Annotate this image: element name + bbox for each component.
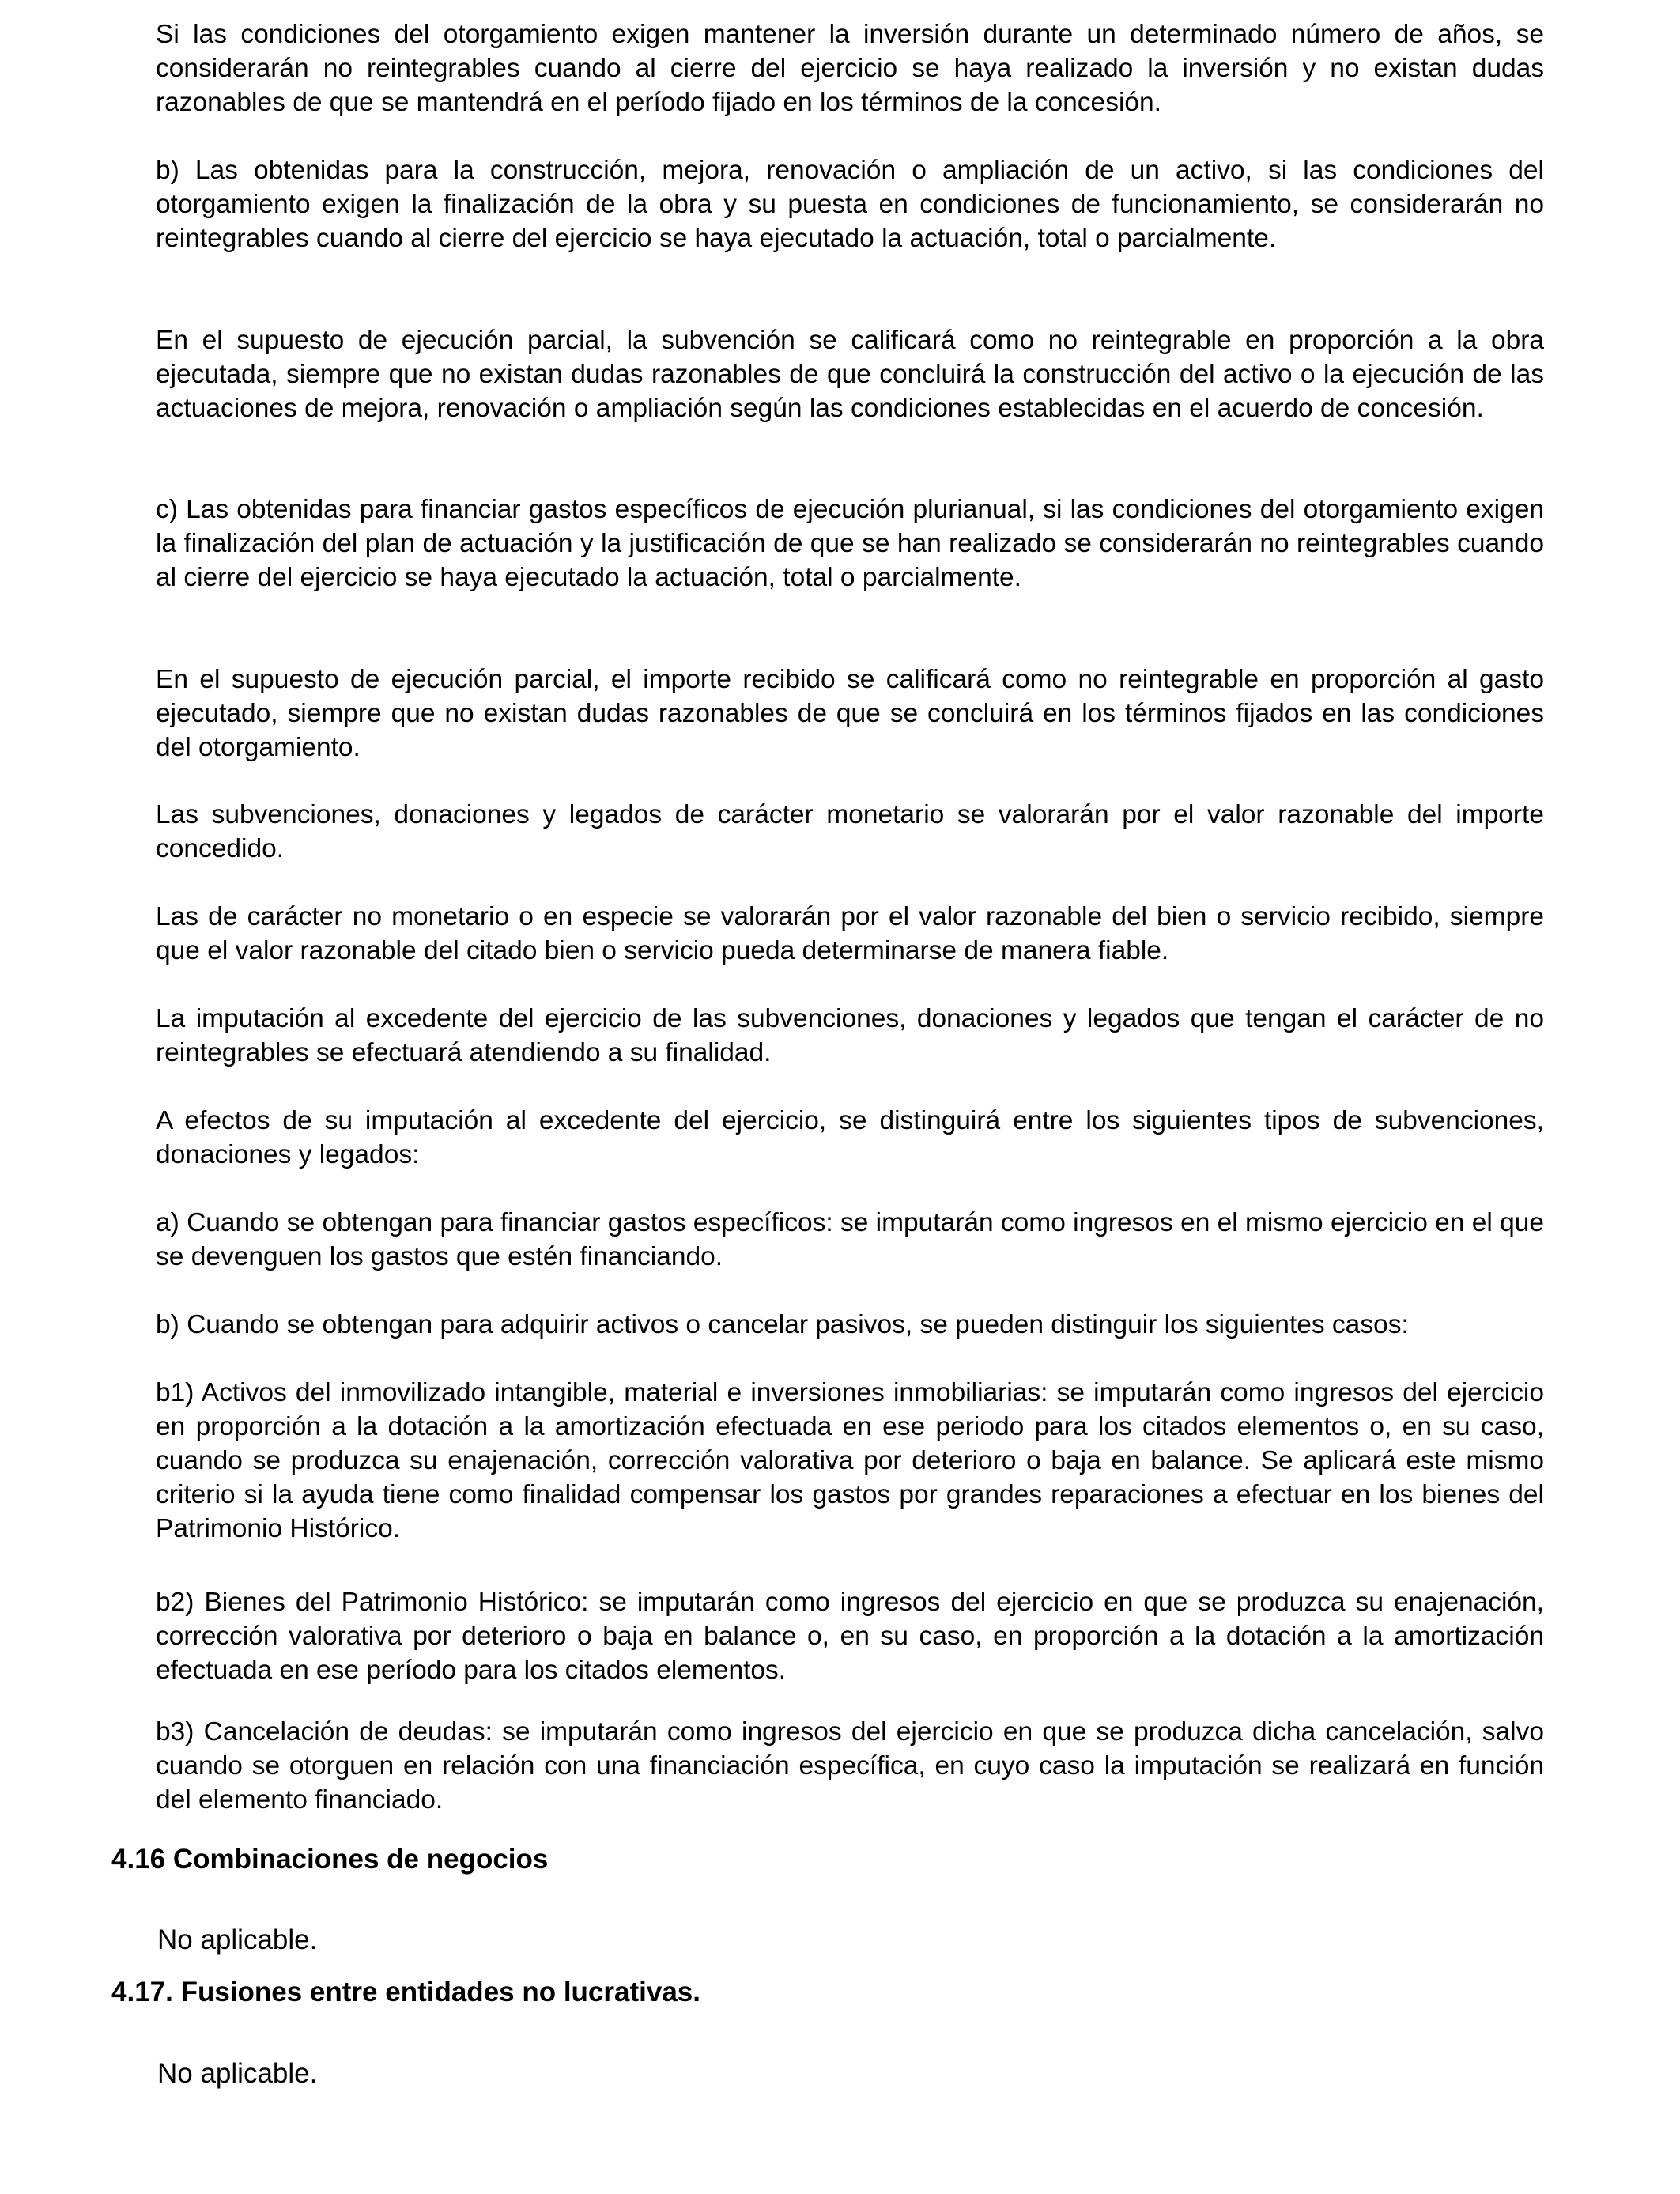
paragraph-c-gastos-plurianual: c) Las obtenidas para financiar gastos específicos de ejecución plurianual, si las condiciones del otorgamiento exigen la finalización del plan de actuación y la justificación de que se han realizado se considerarán no reintegrables cuando al cierre del ejercicio se haya ejecutado la actuación, total o parcialmente. [156,495,1544,592]
paragraph-b-construccion: b) Las obtenidas para la construcción, mejora, renovación o ampliación de un activo, si las condiciones del otorgamiento exigen la finalización de la obra y su puesta en condiciones de funcionamiento, se considerarán no reintegrables cuando al cierre del ejercicio se haya ejecutado la actuación, total o parcialmente. [156,156,1544,253]
paragraph-caracter-no-monetario: Las de carácter no monetario o en especie se valorarán por el valor razonable del bien o servicio recibido, siempre que el valor razonable del citado bien o servicio pueda determinarse de manera fiable. [156,902,1544,965]
section-heading-4-17: 4.17. Fusiones entre entidades no lucrativas. [111,1977,700,2007]
section-note-4-16: No aplicable. [157,1924,318,1955]
paragraph-efectos-imputacion: A efectos de su imputación al excedente del ejercicio, se distinguirá entre los siguientes tipos de subvenciones, donaciones y legados: [156,1106,1544,1169]
section-heading-4-16: 4.16 Combinaciones de negocios [111,1844,549,1875]
paragraph-b-activos-pasivos: b) Cuando se obtengan para adquirir activos o cancelar pasivos, se pueden distinguir los siguientes casos: [156,1310,1409,1339]
paragraph-a-gastos-especificos: a) Cuando se obtengan para financiar gastos específicos: se imputarán como ingresos en el mismo ejercicio en el que se devenguen los gastos que estén financiando. [156,1208,1545,1271]
paragraph-ejecucion-parcial-obra: En el supuesto de ejecución parcial, la subvención se calificará como no reintegrable en proporción a la obra ejecutada, siempre que no existan dudas razonables de que concluirá la construcción del activo o la ejecución de las actuaciones de mejora, renovación o ampliación según las condiciones establecidas en el acuerdo de concesión. [156,326,1544,423]
paragraph-imputacion-excedente: La imputación al excedente del ejercicio de las subvenciones, donaciones y legados que tengan el carácter de no reintegrables se efectuará atendiendo a su finalidad. [156,1004,1544,1067]
paragraph-inversion-anos: Si las condiciones del otorgamiento exigen mantener la inversión durante un determinado número de años, se considerarán no reintegrables cuando al cierre del ejercicio se haya realizado la inversión y no existan dudas razonables de que se mantendrá en el período fijado en los términos de la concesión. [156,20,1544,117]
section-note-4-17: No aplicable. [157,2058,318,2089]
paragraph-b3-cancelacion-deudas: b3) Cancelación de deudas: se imputarán como ingresos del ejercicio en que se produzca dicha cancelación, salvo cuando se otorguen en relación con una financiación específica, en cuyo caso la imputación se realizará en función del elemento financiado. [156,1717,1544,1814]
paragraph-ejecucion-parcial-gasto: En el supuesto de ejecución parcial, el importe recibido se calificará como no reintegrable en proporción al gasto ejecutado, siempre que no existan dudas razonables de que se concluirá en los términos fijados en las condiciones del otorgamiento. [156,665,1544,762]
paragraph-caracter-monetario: Las subvenciones, donaciones y legados de carácter monetario se valorarán por el valor razonable del importe concedido. [156,800,1544,863]
paragraph-b2-patrimonio-historico: b2) Bienes del Patrimonio Histórico: se imputarán como ingresos del ejercicio en que se produzca su enajenación, corrección valorativa por deterioro o baja en balance o, en su caso, en proporción a la dotación a la amortización efectuada en ese período para los citados elementos. [156,1588,1544,1685]
paragraph-b1-activos-inmovilizado: b1) Activos del inmovilizado intangible, material e inversiones inmobiliarias: se imputarán como ingresos del ejercicio en proporción a la dotación a la amortización efectuada en ese periodo para los citados elementos o, en su caso, cuando se produzca su enajenación, corrección valorativa por deterioro o baja en balance. Se aplicará este mismo criterio si la ayuda tiene como finalidad compensar los gastos por grandes reparaciones a efectuar en los bienes del Patrimonio Histórico. [156,1378,1544,1543]
